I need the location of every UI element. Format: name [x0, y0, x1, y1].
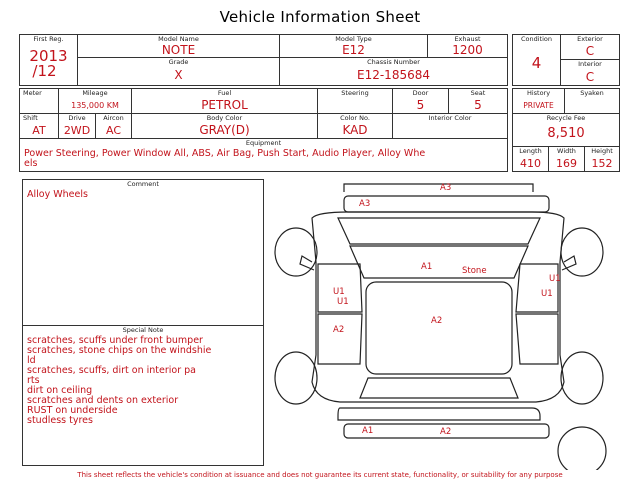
model-type-cell [279, 34, 428, 58]
equipment-line-2: els [24, 158, 38, 169]
first-reg-cell [19, 34, 78, 86]
steering-label: Steering [341, 89, 369, 97]
drive-value: 2WD [63, 124, 91, 137]
shift-label: Shift [23, 114, 38, 122]
model-type-label: Model Type [335, 35, 372, 43]
rear-deck-shape [338, 408, 540, 420]
history-value: PRIVATE [523, 101, 554, 110]
damage-mark-windshield-stone: Stone [462, 266, 487, 276]
damage-mark-front-corner: A3 [359, 199, 371, 209]
length-label: Length [519, 147, 542, 155]
hood-shape [338, 218, 540, 244]
front-bumper-top-shape [344, 184, 533, 192]
history-label: History [526, 89, 551, 97]
spare-wheel-shape [558, 427, 606, 470]
exhaust-value: 1200 [452, 43, 483, 57]
damage-mark-rear-bumper-right: A2 [440, 427, 452, 437]
roof-shape [366, 282, 512, 374]
mileage-value: 135,000 KM [71, 101, 119, 110]
right-rear-door-shape [516, 314, 558, 364]
exterior-label: Exterior [577, 35, 603, 43]
sheet-title: Vehicle Information Sheet [219, 8, 421, 26]
height-label: Height [591, 147, 613, 155]
grade-label: Grade [168, 58, 189, 66]
first-reg-month: /12 [32, 62, 57, 80]
damage-mark-left-front-door-lower: U1 [337, 297, 349, 307]
chassis-value: E12-185684 [357, 68, 430, 82]
damage-mark-windshield: A1 [421, 262, 433, 272]
model-type-value: E12 [342, 43, 365, 57]
door-value: 5 [416, 98, 425, 112]
fuel-cell [131, 88, 318, 114]
damage-mark-rear-bumper-left: A1 [362, 426, 374, 436]
grade-cell [77, 57, 280, 86]
chassis-label: Chassis Number [367, 58, 420, 66]
door-cell [392, 88, 449, 114]
special-note-line: scratches, scuffs, dirt on interior pa [27, 365, 196, 376]
interior-color-label: Interior Color [428, 114, 472, 122]
disclaimer-footer: This sheet reflects the vehicle's condition at issuance and does not guarantee its current state, functionality, or suitability for any purpose [77, 471, 563, 479]
width-label: Width [557, 147, 576, 155]
interior-label: Interior [578, 60, 602, 68]
interior-cell [560, 59, 620, 86]
equipment-label: Equipment [245, 139, 282, 147]
width-value: 169 [556, 157, 577, 170]
first-reg-year: 2013 [29, 47, 68, 65]
recycle-fee-value: 8,510 [547, 126, 585, 141]
aircon-cell [95, 113, 132, 139]
comment-label: Comment [127, 180, 159, 188]
special-note-line: studless tyres [27, 415, 93, 426]
shift-value: AT [32, 124, 46, 137]
syaken-label: Syaken [580, 89, 604, 97]
special-note-line: scratches, stone chips on the windshie [27, 345, 212, 356]
special-note-box [22, 325, 264, 466]
damage-mark-right-front-door-lower: U1 [541, 289, 553, 299]
windshield-shape [350, 246, 528, 278]
model-name-value: NOTE [161, 43, 196, 57]
first-reg-label: First Reg. [33, 35, 64, 43]
length-cell [512, 146, 549, 172]
special-note-line: ld [27, 355, 36, 366]
body-color-cell [131, 113, 318, 139]
aircon-label: Aircon [103, 114, 124, 122]
shift-cell [19, 113, 59, 139]
meter-label: Meter [23, 89, 42, 97]
syaken-cell [564, 88, 620, 114]
condition-label: Condition [520, 35, 553, 43]
model-name-cell [77, 34, 280, 58]
history-cell [512, 88, 565, 114]
mileage-label: Mileage [82, 89, 108, 97]
interior-value: C [585, 70, 595, 84]
car-damage-diagram [268, 176, 620, 470]
damage-mark-left-front-door: U1 [333, 287, 345, 297]
damage-mark-roof: A2 [431, 316, 443, 326]
left-rear-wheel-shape [275, 352, 317, 404]
equipment-cell [19, 138, 508, 172]
right-mirror-shape [562, 256, 576, 270]
aircon-value: AC [105, 124, 121, 137]
exhaust-label: Exhaust [454, 35, 481, 43]
special-note-label: Special Note [122, 326, 164, 334]
damage-mark-right-front-door: U1 [549, 274, 561, 284]
height-value: 152 [591, 157, 613, 170]
height-cell [584, 146, 620, 172]
width-cell [548, 146, 585, 172]
recycle-fee-cell [512, 113, 620, 147]
comment-box [22, 179, 264, 326]
exterior-value: C [585, 44, 595, 58]
damage-mark-left-rear-door: A2 [333, 325, 345, 335]
special-note-line: RUST on underside [27, 405, 118, 416]
seat-label: Seat [470, 89, 486, 97]
special-note-line: scratches and dents on exterior [27, 395, 179, 406]
front-bumper-shape [344, 196, 549, 212]
special-note-line: scratches, scuffs under front bumper [27, 335, 203, 346]
comment-text: Alloy Wheels [27, 189, 88, 200]
equipment-line-1: Power Steering, Power Window All, ABS, Air Bag, Push Start, Audio Player, Alloy Whe [24, 148, 426, 159]
body-color-label: Body Color [206, 114, 243, 122]
left-rear-door-shape [318, 314, 362, 364]
seat-value: 5 [474, 98, 482, 112]
door-label: Door [412, 89, 429, 97]
body-color-value: GRAY(D) [199, 123, 250, 137]
damage-mark-front-bumper: A3 [440, 183, 452, 193]
special-note-line: rts [27, 375, 40, 386]
exhaust-cell [427, 34, 508, 58]
color-no-cell [317, 113, 393, 139]
right-rear-wheel-shape [561, 352, 603, 404]
fuel-label: Fuel [217, 89, 232, 97]
drive-label: Drive [68, 114, 86, 122]
condition-cell [512, 34, 561, 86]
interior-color-cell [392, 113, 508, 139]
color-no-label: Color No. [340, 114, 370, 122]
drive-cell [58, 113, 96, 139]
recycle-fee-label: Recycle Fee [546, 114, 586, 122]
special-note-line: dirt on ceiling [27, 385, 93, 396]
right-front-wheel-shape [561, 228, 603, 276]
grade-value: X [174, 68, 183, 82]
rear-window-shape [360, 378, 518, 398]
chassis-cell [279, 57, 508, 86]
left-front-wheel-shape [275, 228, 317, 276]
model-name-label: Model Name [158, 35, 199, 43]
fuel-value: PETROL [201, 98, 248, 112]
exterior-cell [560, 34, 620, 60]
condition-value: 4 [531, 54, 542, 72]
mileage-cell [58, 88, 132, 114]
steering-cell [317, 88, 393, 114]
right-front-door-shape [516, 264, 558, 312]
length-value: 410 [520, 157, 541, 170]
color-no-value: KAD [342, 123, 368, 137]
seat-cell [448, 88, 508, 114]
meter-cell [19, 88, 59, 114]
